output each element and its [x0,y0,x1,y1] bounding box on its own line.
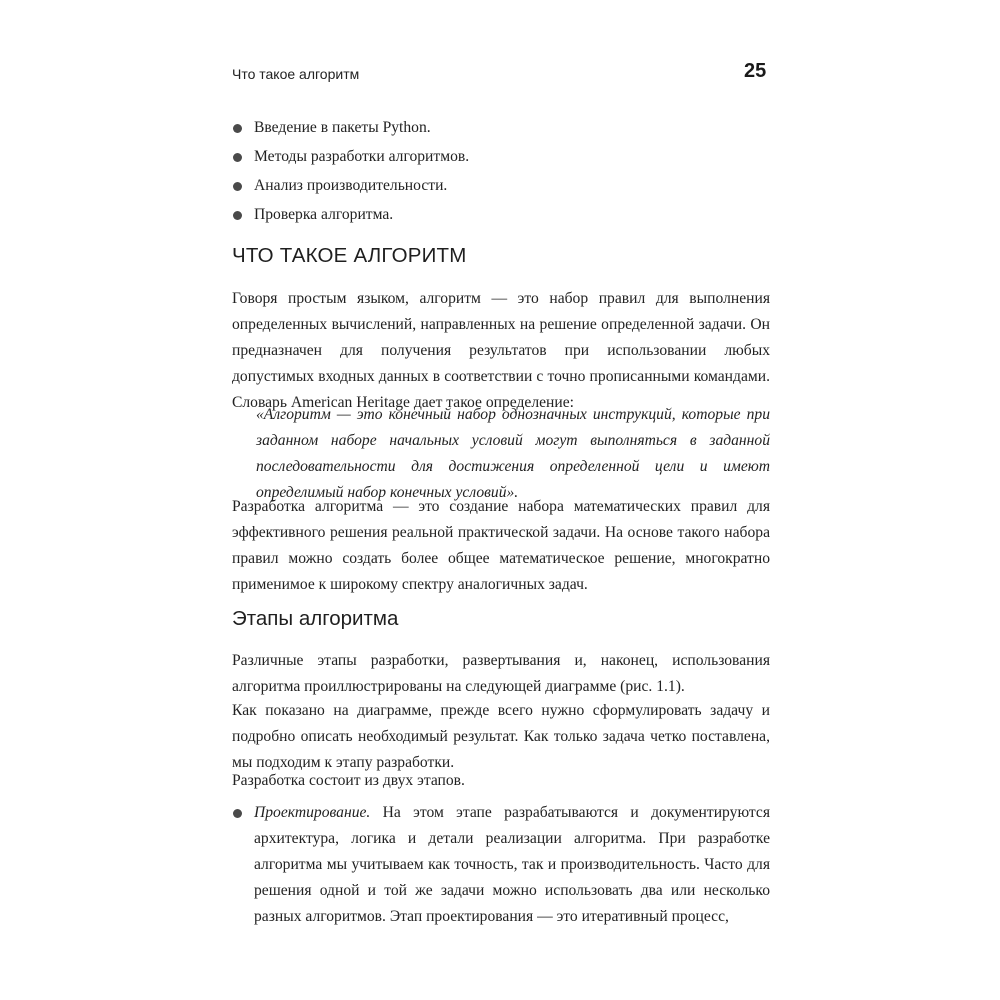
bullet-text: На этом этапе разрабатываются и документируются архитектура, логика и детали реализации алгоритма. При разработке алгоритма мы учитываем как точность, так и производительность. Часто для решения одной и той же задачи можно использовать два или несколько разных алгоритмов. Этап проектирования — это итеративный процесс, [254,804,770,925]
section-paragraph-1: Говоря простым языком, алгоритм — это набор правил для выполнения определенных вычислений, направленных на решение определенной задачи. Он предназначен для получения результатов при использовании любых допустимых входных данных в соответствии с точно прописанными командами. Словарь American Heritage дает такое определение: [232,290,770,411]
list-item-text: Методы разработки алгоритмов. [254,148,470,165]
bullet-dot-icon [233,809,242,818]
intro-bullet-list [232,115,770,231]
list-item-text: Проверка алгоритма. [254,206,394,223]
bullet-dot-icon [233,153,242,162]
list-item [232,202,770,231]
section-paragraph-2: Разработка алгоритма — это создание набора математических правил для эффективного решения реальной практической задачи. На основе такого набора правил можно создать более общее математическое решение, многократно применимое к широкому спектру аналогичных задач. [232,498,770,593]
list-item [232,173,770,202]
section-heading: ЧТО ТАКОЕ АЛГОРИТМ [232,244,467,267]
subsection-paragraph-2: Как показано на диаграмме, прежде всего нужно сформулировать задачу и подробно описать необходимый результат. Как только задача четко поставлена, мы подходим к этапу разработки. [232,702,770,771]
bullet-term: Проектирование. [254,804,371,821]
subsection-paragraph-3: Разработка состоит из двух этапов. [232,772,465,789]
list-item-text: Анализ производительности. [254,177,448,194]
design-stage-list [232,800,770,930]
bullet-dot-icon [233,182,242,191]
bullet-dot-icon [233,211,242,220]
bullet-dot-icon [233,124,242,133]
running-head: Что такое алгоритм [232,66,360,82]
list-item [232,144,770,173]
subsection-paragraph-1: Различные этапы разработки, развертывания и, наконец, использования алгоритма проиллюстрированы на следующей диаграмме (рис. 1.1). [232,652,770,695]
list-item [232,115,770,144]
list-item [232,800,770,930]
subsection-heading: Этапы алгоритма [232,607,399,630]
list-item-text: Введение в пакеты Python. [254,119,431,136]
page-number: 25 [744,60,767,82]
definition-quote: «Алгоритм — это конечный набор однозначных инструкций, которые при заданном наборе начальных условий могут выполняться в заданной последовательности для достижения определенной цели и имеют определимый набор конечных условий». [256,406,770,501]
